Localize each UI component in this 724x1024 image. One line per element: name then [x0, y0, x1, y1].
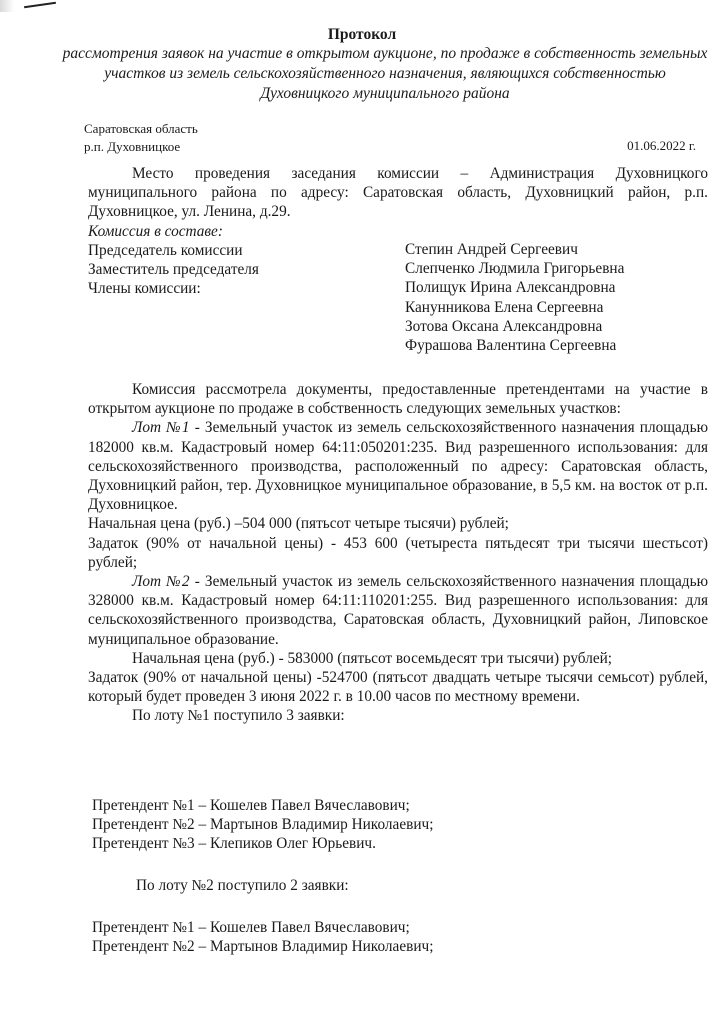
- applicant-item: Претендент №3 – Клепиков Олег Юрьевич.: [92, 835, 376, 853]
- member-name: Полищук Ирина Александровна: [405, 279, 616, 297]
- deputy-name: Слепченко Людмила Григорьевна: [405, 260, 625, 278]
- member-name: Фурашова Валентина Сергеевна: [405, 337, 617, 355]
- location-town: р.п. Духовницкое: [84, 139, 181, 154]
- applicant-item: Претендент №1 – Кошелев Павел Вячеславович;: [92, 797, 410, 814]
- lot1-start-price: Начальная цена (руб.) –504 000 (пятьсот четыре тысячи) рублей;: [88, 515, 509, 533]
- applicant-item: Претендент №2 – Мартынов Владимир Николаевич;: [92, 938, 434, 956]
- lot1-deposit: Задаток (90% от начальной цены) - 453 600 (четыреста пятьдесят три тысячи шестьсот) рублей;: [88, 534, 708, 571]
- lot2-applicants-list: [92, 918, 433, 956]
- members-role: Члены комиссии:: [88, 280, 201, 298]
- commission-heading: Комиссия в составе:: [88, 222, 223, 240]
- document-date: 01.06.2022 г.: [627, 138, 696, 153]
- lot1-paragraph: [88, 418, 708, 514]
- location-block: [84, 120, 198, 156]
- venue-paragraph: Место проведения заседания комиссии – Администрация Духовницкого муниципального района по адресу: Саратовская область, Духовницкий район, р.п. Духовницкое, ул. Ленина, д.29.: [88, 165, 708, 221]
- pen-mark: [24, 2, 56, 8]
- member-name: Канунникова Елена Сергеевна: [405, 298, 604, 316]
- lot2-start-price: Начальная цена (руб.) - 583000 (пятьсот восемьдесят три тысячи) рублей;: [132, 649, 613, 667]
- lot2-description: - Земельный участок из земель сельскохозяйственного назначения площадью 328000 кв.м. Кадастровый номер 64:11:110201:255. Вид разрешенного использования: для сельскохозяйственного производства, Саратовская область, Духовницкий район, Липовское муниципальное образование.: [88, 573, 708, 648]
- lot1-applications-heading: По лоту №1 поступило 3 заявки:: [132, 707, 345, 725]
- lot2-deposit: Задаток (90% от начальной цены) -524700 (пятьсот двадцать четыре тысячи семьсот) рублей, который будет проведен 3 июня 2022 г. в 10.00 часов по местному времени.: [88, 669, 708, 706]
- document-subtitle: рассмотрения заявок на участие в открытом аукционе, по продаже в собственность земельных участков из земель сельскохозяйственного назначения, являющихся собственностью Духовницкого муниципального района: [62, 45, 708, 102]
- commission-names: [405, 240, 624, 355]
- applicant-item: Претендент №2 – Мартынов Владимир Николаевич;: [92, 816, 434, 834]
- member-name: Зотова Оксана Александровна: [405, 317, 603, 335]
- applicant-item: Претендент №1 – Кошелев Павел Вячеславович;: [92, 919, 410, 936]
- lots-block: [88, 380, 708, 726]
- intro-paragraph: Комиссия рассмотрела документы, предоставленные претендентами на участие в открытом аукционе по продаже в собственность следующих земельных участков:: [88, 381, 708, 418]
- scan-smudge: [0, 0, 14, 12]
- deputy-role: Заместитель председателя: [88, 261, 259, 279]
- lot2-paragraph: [88, 572, 708, 649]
- chair-role: Председатель комиссии: [88, 241, 243, 259]
- location-region: Саратовская область: [84, 121, 198, 136]
- lot1-label: Лот №1: [132, 419, 190, 437]
- lot1-applicants-list: [92, 796, 433, 854]
- lot2-applications-heading: По лоту №2 поступило 2 заявки:: [136, 877, 349, 894]
- lot2-label: Лот №2: [132, 573, 190, 591]
- chair-name: Степин Андрей Сергеевич: [405, 241, 578, 258]
- document-title: Протокол: [327, 26, 397, 43]
- lot1-description: - Земельный участок из земель сельскохозяйственного назначения площадью 182000 кв.м. Кадастровый номер 64:11:050201:235. Вид разрешенного использования: для сельскохозяйственного производства, расположенный по адресу: Саратовская область, Духовницкий район, тер. Духовницкое муниципальное образование, в 5,5 км. на восток от р.п. Духовницкое.: [88, 419, 708, 514]
